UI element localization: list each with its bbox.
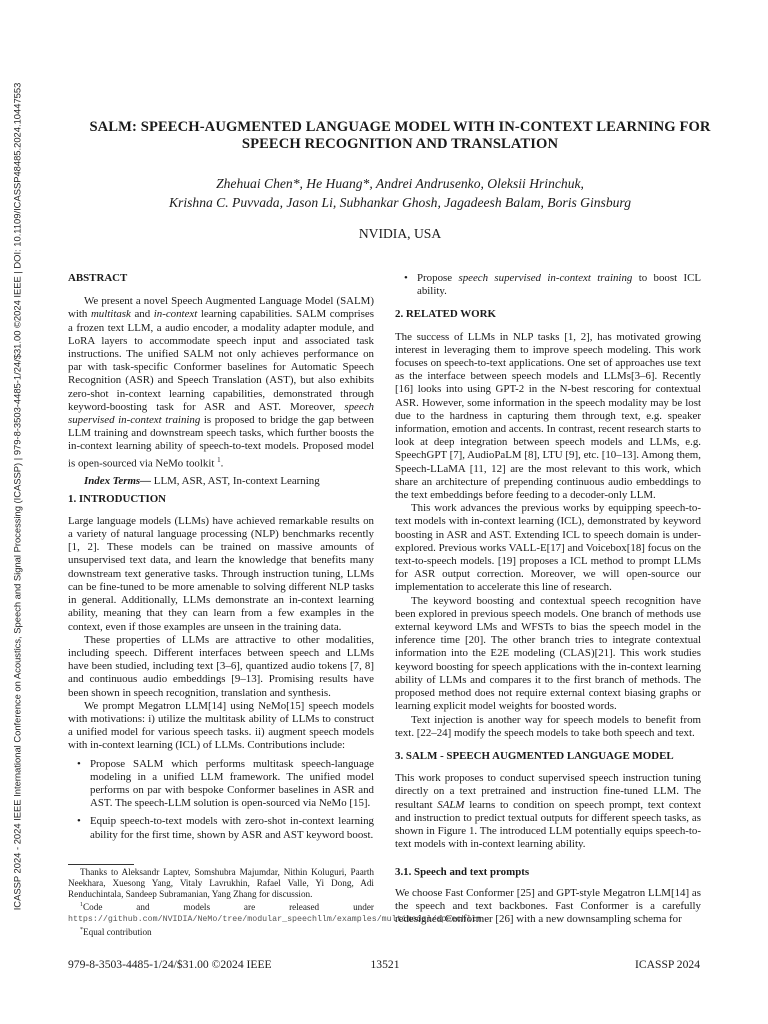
intro-paragraph-3: We prompt Megatron LLM[14] using NeMo[15] speech models with motivations: i) utilize the multitask ability of LLMs to construct a unified model for various speech tasks. ii) augment speech models with in-context learning (ICL) of LLMs. Contributions include: [68, 699, 374, 752]
page-number: 13521 [370, 958, 400, 971]
footnote-code: $^1$Code and models are released under https://github.com/NVIDIA/NeMo/tree/modular_speechllm/examples/multimodal/speechllm [68, 902, 482, 925]
doi-sidebar [4, 82, 30, 910]
doi-sidebar-text: ICASSP 2024 - 2024 IEEE International Conference on Acoustics, Speech and Signal Processing (ICASSP) | 979-8-3503-4485-1/24/$31.00 ©2024 IEEE | DOI: 10.1109/ICASSP48485.2024.10447553 [11, 82, 23, 910]
intro-paragraph-2: These properties of LLMs are attractive to other modalities, including speech. Different interfaces between speech and LLMs have been studied, including text [3–6], quantized audio tokens [7, 8] and continuous audio embeddings [9–13]. Promising results have been shown in speech recognition, translation and synthesis. [68, 633, 374, 699]
related-paragraph-1: The success of LLMs in NLP tasks [1, 2], has motivated growing interest in leveraging them to improve speech modeling. This work focuses on speech-to-text applications. One set of approaches use text as the interface between speech models and LLMs[3–6]. Recently [16] looks into using GPT-2 in the N-best rescoring for contextual ASR. However, some information in the speech modality may be lost due to the hardness in capturing them through text, e.g. speaker information, emotion and accents. In contrast, recent research starts to look at deep integration between speech models and LLMs, e.g. SpeechGPT [7], AudioPaLM [8], LTU [9], etc. [10–13]. Among them, Speech-LLaMA [11, 12] are the most relevant to this work, which share an architecture of prepending continuous audio embeddings to the text embeddings before feeding to a decoder-only LLM. [395, 330, 701, 502]
contribution-list-continued [395, 272, 701, 298]
subsection-paragraph-1: We choose Fast Conformer [25] and GPT-style Megatron LLM[14] as the speech and text backbones. Fast Conformer is a carefully redesigned Conformer [26] with a new downsampling schema for [395, 886, 701, 925]
intro-paragraph-1: Large language models (LLMs) have achieved remarkable results on a variety of natural language processing (NLP) benchmarks recently [1, 2]. These models can be trained on massive amounts of unsupervised text data, and learn the knowledge that benefits many downstream text generative tasks. Through instruction tuning, LLMs can be fine-tuned to be more amenable to solving different NLP tasks in general. Additionally, LLMs demonstrate an in-context learning ability, meaning that they can learn from a few examples in the context, even if those examples are unseen in the training data. [68, 514, 374, 633]
footnote-equal: *Equal contribution [80, 927, 152, 938]
footnote-divider [68, 864, 134, 865]
left-column [68, 272, 374, 842]
contribution-item: • Equip speech-to-text models with zero-shot in-context learning ability for the first time, shown by ASR and AST keyword boost. [90, 815, 374, 841]
salm-heading: 3. SALM - SPEECH AUGMENTED LANGUAGE MODEL [395, 749, 674, 762]
index-terms: Index Terms— LLM, ASR, AST, In-context Learning [84, 475, 320, 488]
title-line-1: SALM: SPEECH-AUGMENTED LANGUAGE MODEL WITH IN-CONTEXT LEARNING FOR [89, 119, 711, 135]
authors-line-2: Krishna C. Puvvada, Jason Li, Subhankar Ghosh, Jagadeesh Balam, Boris Ginsburg [168, 195, 632, 210]
abstract-heading: ABSTRACT [68, 272, 128, 284]
related-paragraph-3: The keyword boosting and contextual speech recognition have been explored in previous speech models. One branch of methods use external keyword LMs and WFSTs to bias the speech model in the inference time [20]. The other branch tries to integrate contextual information into the E2E modeling (CLAS)[21]. This work studies keyword boosting for speech applications with the in-context learning ability of LLMs and compares it to the first branch of methods. The proposed method does not require external context biasing graphs or learning explicit model weights for boosted words. [395, 594, 701, 713]
code-link[interactable]: https://github.com/NVIDIA/NeMo/tree/modular_speechllm/examples/multimodal/speechllm [68, 915, 482, 925]
affiliation: NVIDIA, USA [358, 226, 442, 241]
paper-title [60, 119, 740, 153]
footer-copyright: 979-8-3503-4485-1/24/$31.00 ©2024 IEEE [68, 958, 272, 971]
contribution-list [68, 758, 374, 842]
authors-line-1: Zhehuai Chen*, He Huang*, Andrei Andrusenko, Oleksii Hrinchuk, [216, 176, 584, 191]
related-paragraph-4: Text injection is another way for speech models to benefit from text. [22–24] modify the speech models to take both speech and text. [395, 713, 701, 739]
introduction-heading: 1. INTRODUCTION [68, 492, 167, 505]
title-line-2: SPEECH RECOGNITION AND TRANSLATION [241, 136, 559, 152]
footer-conference: ICASSP 2024 [635, 958, 700, 971]
contribution-item: • Propose SALM which performs multitask speech-language modeling in a unified LLM framework. The unified model performs on par with bespoke Conformer baselines in ASR and AST. The speech-LLM solution is open-sourced via NeMo [15]. [90, 758, 374, 811]
right-column [395, 272, 701, 926]
related-paragraph-2: This work advances the previous works by equipping speech-to-text models with in-context learning (ICL), demonstrated by keyword boosting in ASR and AST. Extending ICL to speech domain is under-explored. Previous works VALL-E[17] and Voicebox[18] focus on the text-to-speech models. [19] proposes a ICL method to prompt LLMs for ASR output correction. Moreover, we will open-source our implementation to accelerate this line of research. [395, 502, 701, 594]
contribution-item: • Propose speech supervised in-context training to boost ICL ability. [417, 272, 701, 298]
author-list [60, 174, 740, 212]
footnote-thanks: Thanks to Aleksandr Laptev, Somshubra Majumdar, Nithin Koluguri, Paarth Neekhara, Xuesong Yang, Vitaly Lavrukhin, Rafael Valle, Yi Dong, Adi Renduchintala, Sandeep Subramanian, Yang Zhang for discussion. [68, 867, 374, 899]
abstract-paragraph: We present a novel Speech Augmented Language Model (SALM) with multitask and in-context learning capabilities. SALM comprises a frozen text LLM, a audio encoder, a modality adapter module, and LoRA layers to accommodate speech input and associated task instructions. The unified SALM not only achieves performance on par with task-specific Conformer baselines for Automatic Speech Recognition (ASR) and Speech Translation (AST), but also exhibits zero-shot in-context learning capabilities, demonstrated through keyword-boosting task for ASR and AST. Moreover, speech supervised in-context training is proposed to bridge the gap between LLM training and downstream speech tasks, which further boosts the in-context learning ability of speech-to-text models. Proposed model is open-sourced via NeMo toolkit $^1$. [68, 295, 374, 470]
related-work-heading: 2. RELATED WORK [395, 308, 496, 321]
subsection-heading: 3.1. Speech and text prompts [395, 866, 530, 879]
salm-paragraph-1: This work proposes to conduct supervised speech instruction tuning directly on a text pretrained and instruction fine-tuned LLM. The resultant SALM learns to condition on speech prompt, text context and instruction to predict textual outputs for different speech tasks, as shown in Figure 1. The introduced LLM potentially equips speech-to-text models with in-context learning ability. [395, 772, 701, 851]
